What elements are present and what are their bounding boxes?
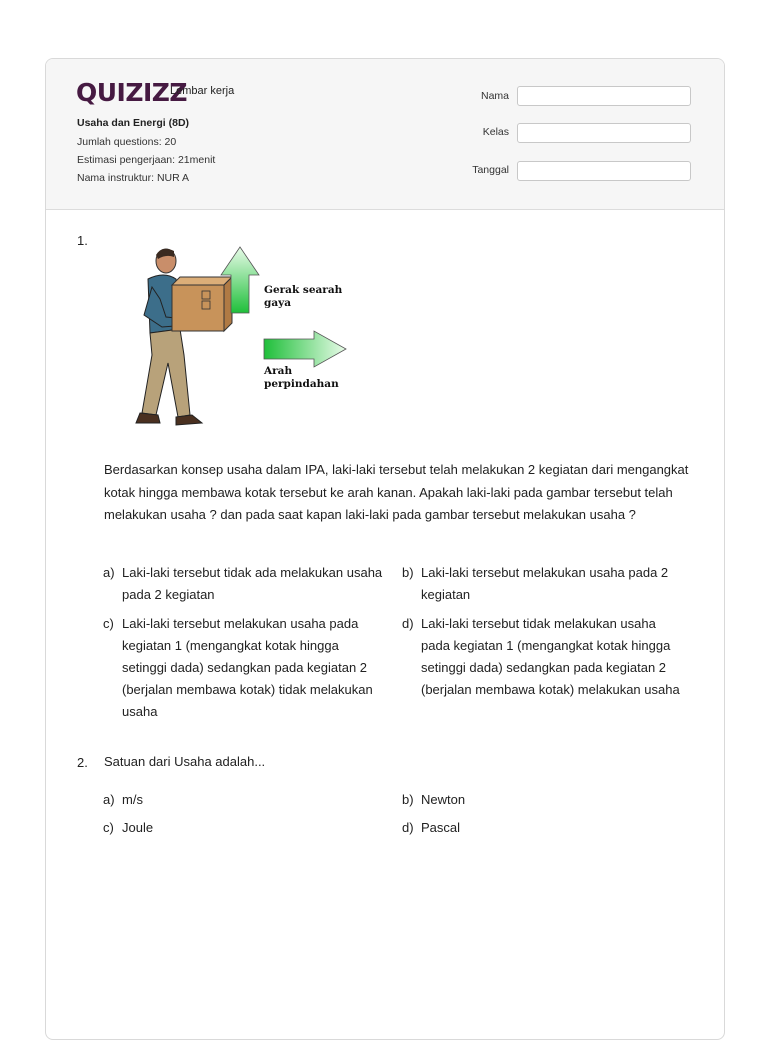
question-2-option-b[interactable] [402, 789, 692, 811]
worksheet-label: Lembar kerja [170, 85, 235, 97]
question-1-option-a[interactable] [103, 562, 393, 608]
displacement-label-line1: Arah [264, 365, 293, 377]
option-b-line-1: Laki-laki tersebut melakukan usaha pada 2 [421, 565, 669, 580]
option-d-line-3: setinggi dada) sedangkan pada kegiatan 2 [421, 660, 667, 675]
option-d-line-4: (berjalan membawa kotak) melakukan usaha [421, 682, 680, 697]
question-2-text: Satuan dari Usaha adalah... [104, 754, 266, 769]
option-c-line-4: (berjalan membawa kotak) tidak melakukan [122, 682, 373, 697]
displacement-label-line2: perpindahan [264, 378, 339, 390]
option-letter: d) [402, 820, 414, 835]
cardboard-box [172, 277, 232, 331]
option-c-text: Joule [122, 820, 154, 835]
question-2-option-d[interactable] [402, 817, 692, 839]
man-figure [136, 249, 202, 425]
date-label: Tanggal [472, 164, 509, 176]
class-label: Kelas [482, 126, 509, 138]
option-d-text: Pascal [421, 820, 461, 835]
force-label-line2: gaya [264, 297, 292, 309]
name-input[interactable] [517, 86, 691, 106]
option-letter: a) [103, 565, 115, 580]
name-label: Nama [480, 90, 509, 102]
option-b-text: Newton [421, 792, 466, 807]
option-letter: b) [402, 565, 414, 580]
option-c-line-2: kegiatan 1 (mengangkat kotak hingga [122, 638, 339, 653]
option-letter: c) [103, 820, 114, 835]
option-c-line-3: setinggi dada) sedangkan pada kegiatan 2 [122, 660, 368, 675]
question-2-number: 2. [77, 755, 88, 770]
worksheet-page [45, 58, 725, 1040]
option-letter: a) [103, 792, 115, 807]
option-c-line-1: Laki-laki tersebut melakukan usaha pada [122, 616, 359, 631]
displacement-right-arrow [264, 331, 346, 367]
option-letter: c) [103, 616, 114, 631]
question-1-text: Berdasarkan konsep usaha dalam IPA, laki-laki tersebut telah melakukan 2 kegiatan dari mengangkat kotak hingga membawa kotak tersebut ke arah kanan. Apakah laki-laki pada gambar tersebut telah melakukan usaha ? dan pada saat kapan laki-laki pada gambar tersebut melakukan usaha ? [104, 462, 689, 522]
option-d-line-1: Laki-laki tersebut tidak melakukan usaha [421, 616, 656, 631]
option-letter: d) [402, 616, 414, 631]
estimated-time: Estimasi pengerjaan: 21menit [77, 154, 216, 166]
man-carrying-box-illustration [104, 237, 354, 442]
question-count: Jumlah questions: 20 [77, 136, 177, 148]
option-a-text: m/s [122, 792, 143, 807]
quizizz-logo: QUIZIZZ [76, 78, 188, 107]
class-input[interactable] [517, 123, 691, 143]
question-1-option-c[interactable] [103, 613, 393, 725]
question-1-option-d[interactable] [402, 613, 692, 703]
question-2-option-c[interactable] [103, 817, 393, 839]
question-1-option-b[interactable] [402, 562, 692, 608]
option-letter: b) [402, 792, 414, 807]
question-2-option-a[interactable] [103, 789, 393, 811]
date-input[interactable] [517, 161, 691, 181]
option-c-line-5: usaha [122, 704, 158, 719]
force-label-line1: Gerak searah [264, 284, 343, 296]
instructor-name: Nama instruktur: NUR A [77, 172, 190, 184]
option-a-line-2: pada 2 kegiatan [122, 587, 215, 602]
question-1-number: 1. [77, 233, 88, 248]
option-a-line-1: Laki-laki tersebut tidak ada melakukan usaha [122, 565, 383, 580]
option-b-line-2: kegiatan [421, 587, 471, 602]
quiz-title: Usaha dan Energi (8D) [77, 117, 190, 129]
worksheet-header [46, 59, 724, 210]
option-d-line-2: pada kegiatan 1 (mengangkat kotak hingga [421, 638, 671, 653]
